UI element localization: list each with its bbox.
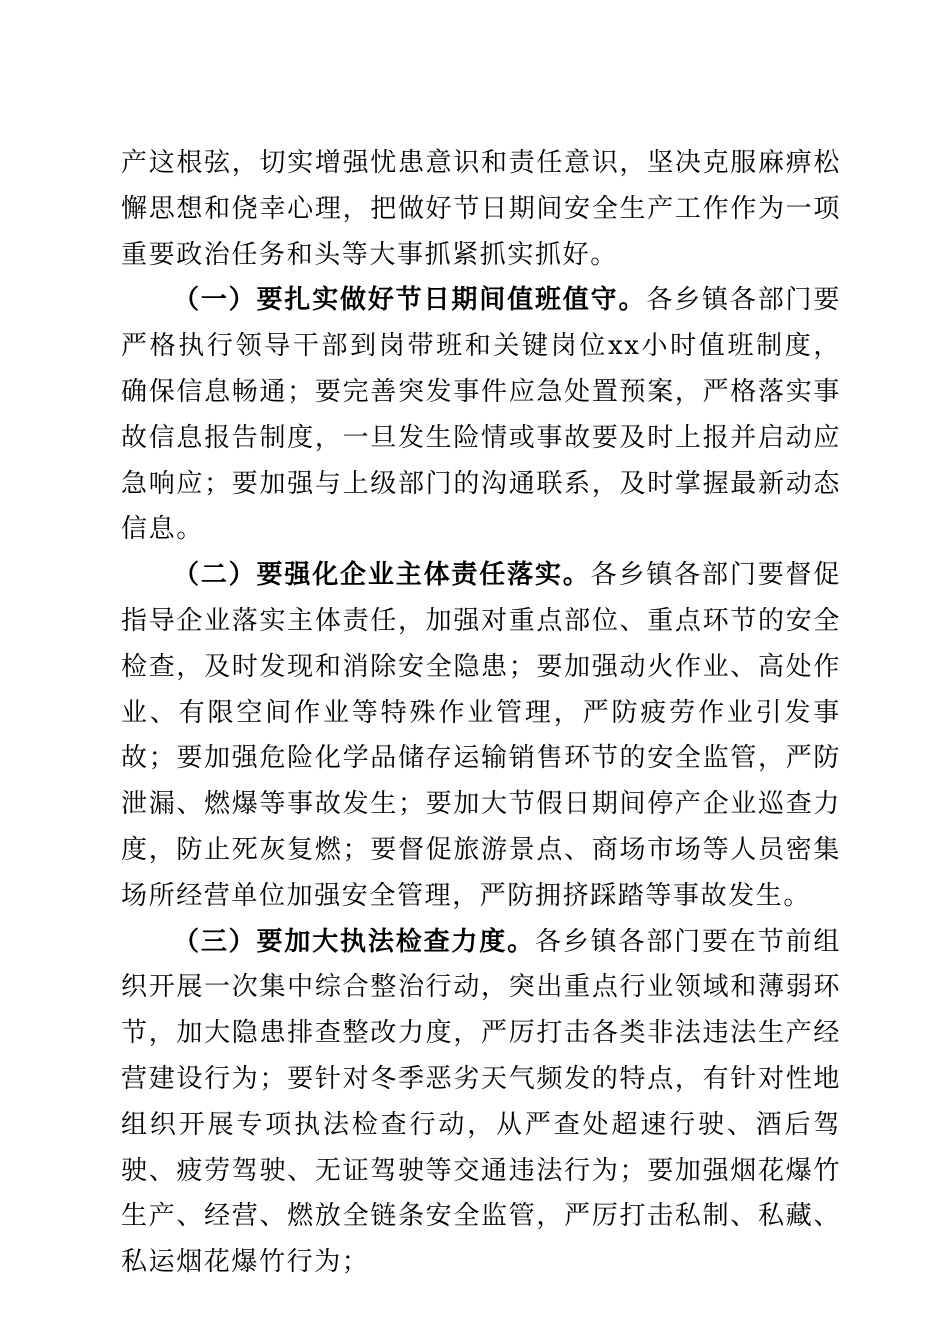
paragraph-intro-text: 产这根弦，切实增强忧患意识和责任意识，坚决克服麻痹松懈思想和侥幸心理，把做好节日期间安全生产工作作为一项重要政治任务和头等大事抓紧抓实抓好。 — [121, 148, 841, 270]
section-3-heading: （三）要加大执法检查力度。 — [173, 926, 535, 957]
paragraph-intro — [121, 141, 841, 278]
paragraph-section-2 — [121, 553, 841, 919]
paragraph-section-3 — [121, 920, 841, 1286]
section-2-text: 各乡镇各部门要督促指导企业落实主体责任，加强对重点部位、重点环节的安全检查，及时发现和消除安全隐患；要加强动火作业、高处作业、有限空间作业等特殊作业管理，严防疲劳作业引发事故；要加强危险化学品储存运输销售环节的安全监管，严防泄漏、燃爆等事故发生；要加大节假日期间停产企业巡查力度，防止死灰复燃；要督促旅游景点、商场市场等人员密集场所经营单位加强安全管理，严防拥挤踩踏等事故发生。 — [121, 560, 841, 911]
section-1-text: 各乡镇各部门要严格执行领导干部到岗带班和关键岗位xx小时值班制度，确保信息畅通；要完善突发事件应急处置预案，严格落实事故信息报告制度，一旦发生险情或事故要及时上报并启动应急响应；要加强与上级部门的沟通联系，及时掌握最新动态信息。 — [121, 285, 842, 545]
section-2-heading: （二）要强化企业主体责任落实。 — [173, 560, 591, 591]
paragraph-section-1 — [121, 278, 841, 553]
document-body — [121, 141, 841, 1286]
section-1-heading: （一）要扎实做好节日期间值班值守。 — [173, 285, 647, 316]
section-3-text: 各乡镇各部门要在节前组织开展一次集中综合整治行动，突出重点行业领域和薄弱环节，加大隐患排查整改力度，严厉打击各类非法违法生产经营建设行为；要针对冬季恶劣天气频发的特点，有针对性地组织开展专项执法检查行动，从严查处超速行驶、酒后驾驶、疲劳驾驶、无证驾驶等交通违法行为；要加强烟花爆竹生产、经营、燃放全链条安全监管，严厉打击私制、私藏、私运烟花爆竹行为； — [121, 926, 841, 1278]
